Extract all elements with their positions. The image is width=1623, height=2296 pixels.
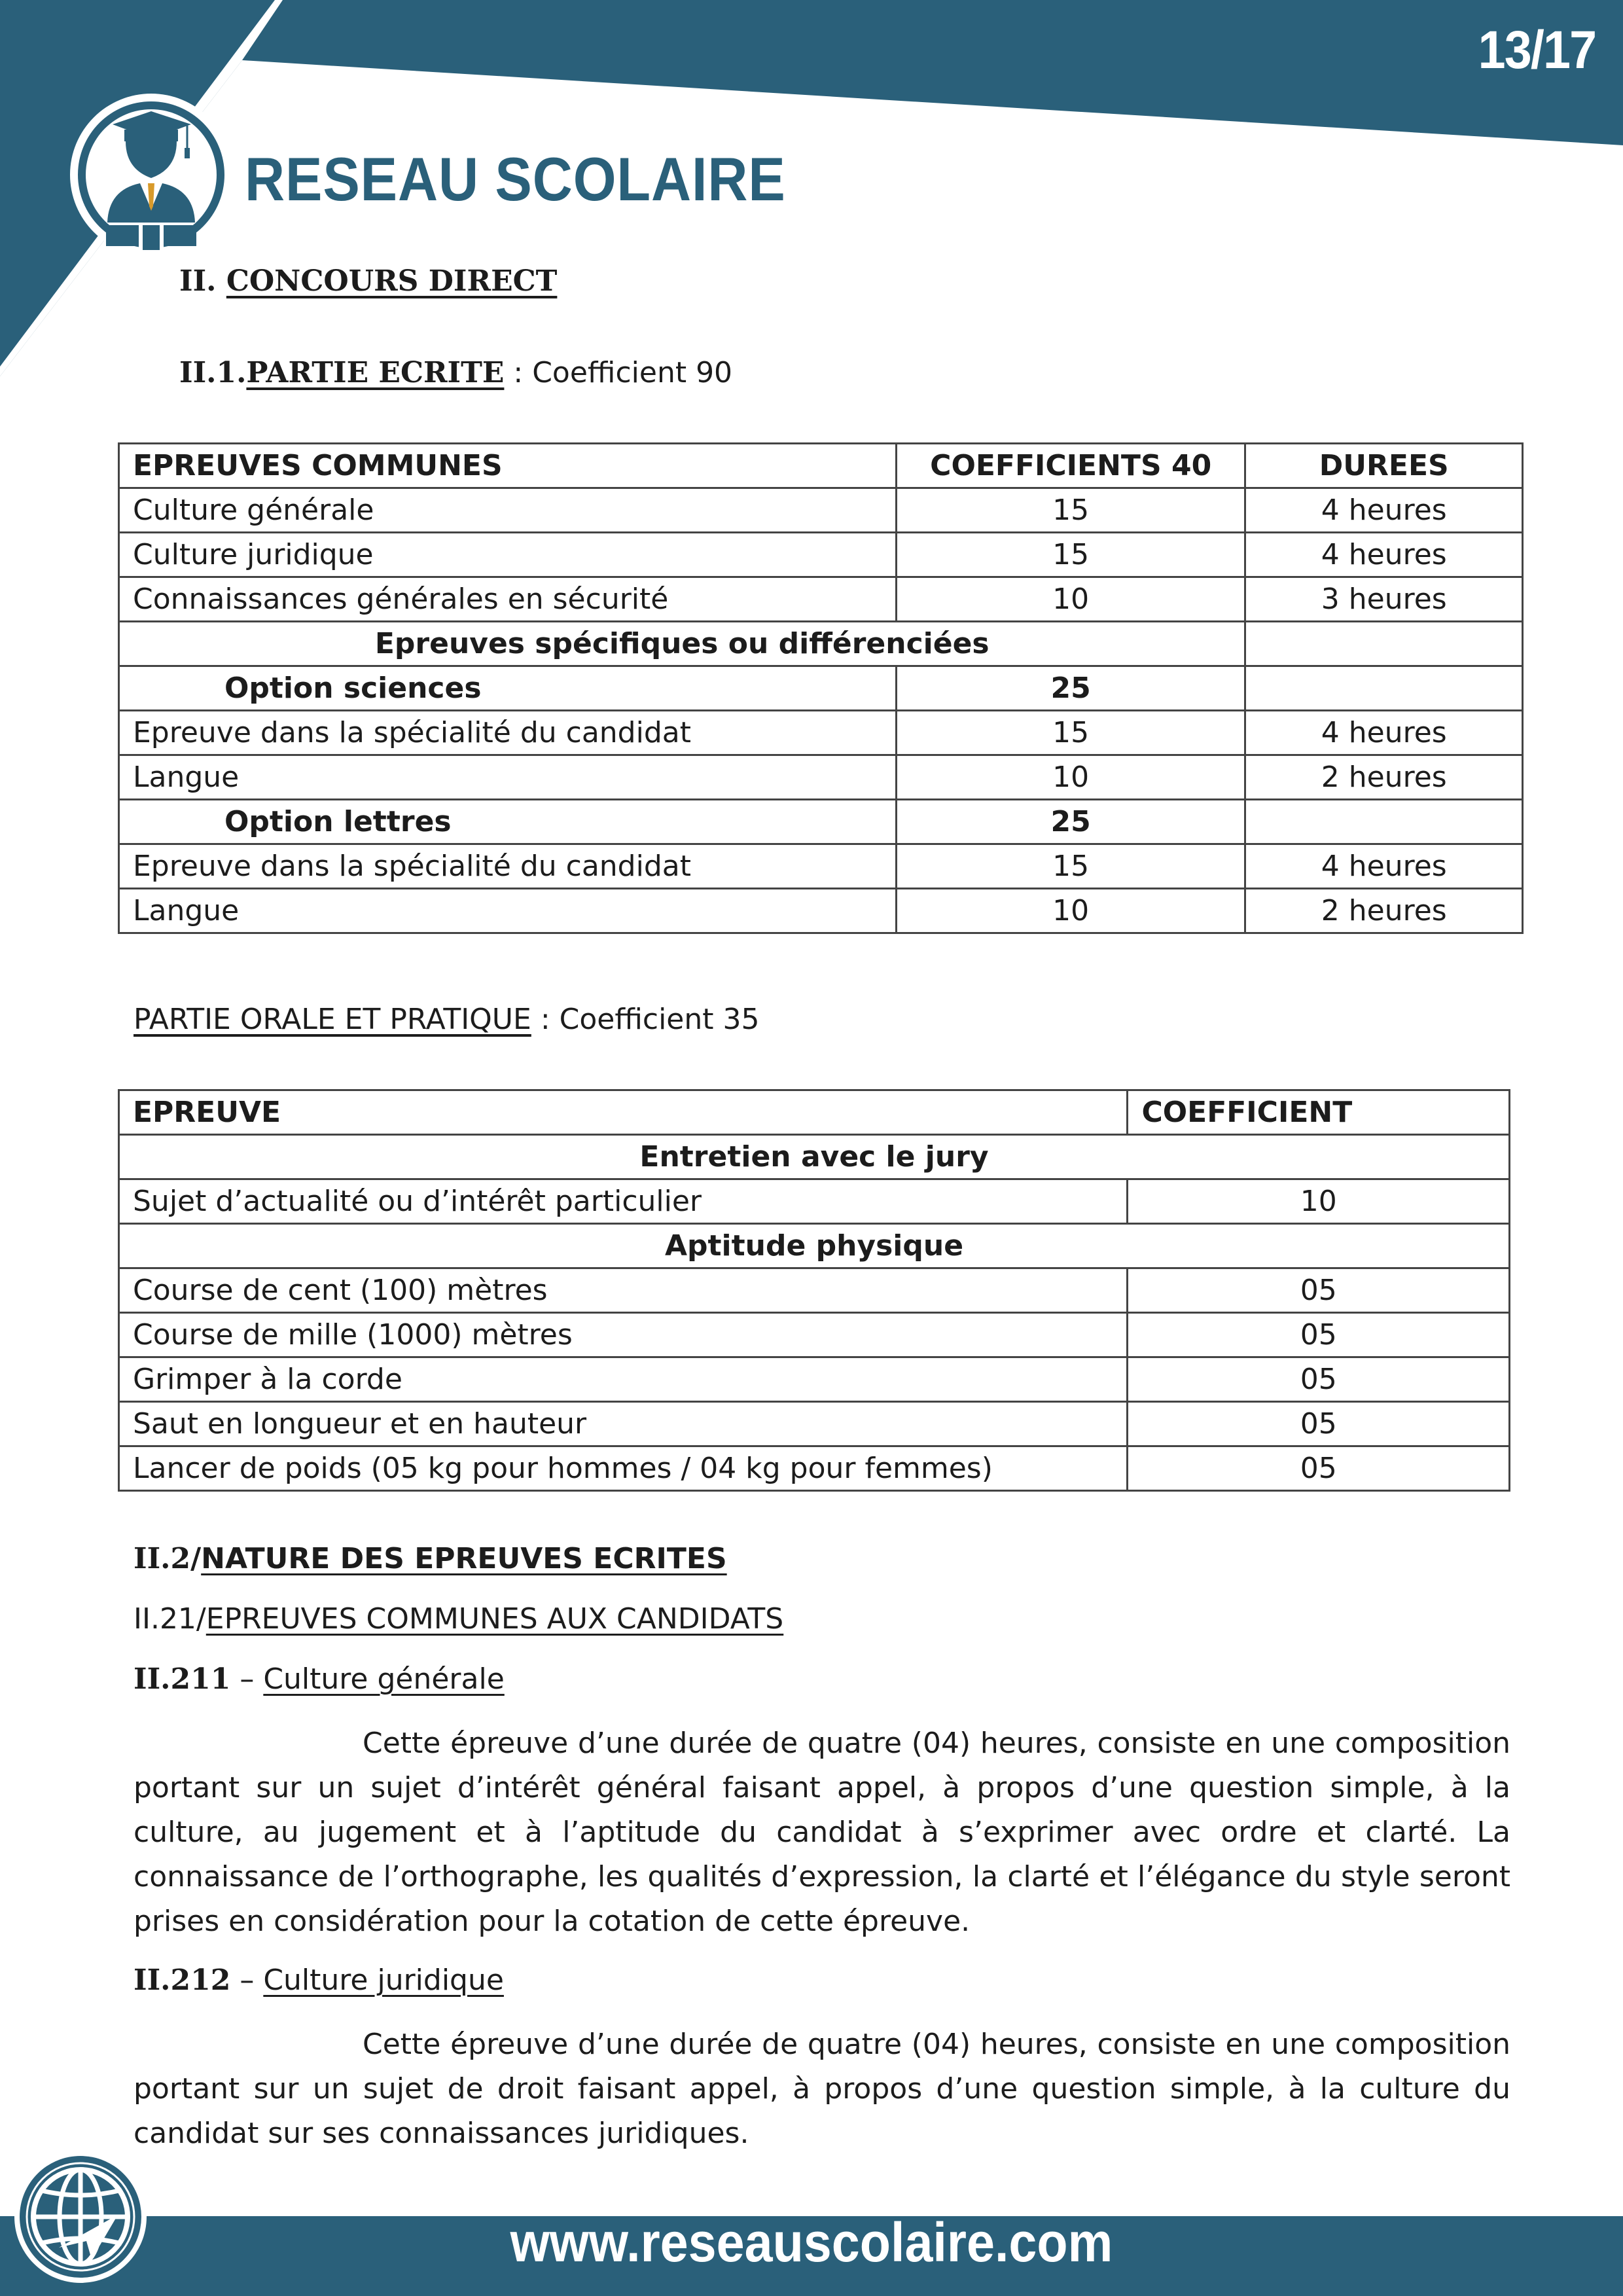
empty-cell [1245, 666, 1523, 711]
graduate-icon [68, 92, 234, 258]
row-coef: 15 [896, 844, 1245, 889]
table-row [119, 889, 1523, 933]
row-coef: 05 [1128, 1402, 1510, 1446]
row-label: Sujet d’actualité ou d’intérêt particulier [119, 1179, 1128, 1224]
table-header-row [119, 444, 1523, 488]
section-heading [179, 264, 557, 298]
row-coef: 10 [896, 577, 1245, 622]
table-row [119, 755, 1523, 800]
row-duree: 4 heures [1245, 533, 1523, 577]
row-label: Lancer de poids (05 kg pour hommes / 04 kg pour femmes) [119, 1446, 1128, 1491]
brand-title: RESEAU SCOLAIRE [245, 145, 786, 213]
row-coef: 05 [1128, 1446, 1510, 1491]
item-dash: – [230, 1662, 264, 1696]
row-label: Course de cent (100) mètres [119, 1268, 1128, 1313]
option-coef: 25 [896, 666, 1245, 711]
group-heading-row [119, 1224, 1510, 1268]
header-coefficients: COEFFICIENTS 40 [896, 444, 1245, 488]
row-label: Connaissances générales en sécurité [119, 577, 897, 622]
empty-cell [1245, 800, 1523, 844]
row-duree: 2 heures [1245, 889, 1523, 933]
footer-url[interactable]: www.reseauscolaire.com [510, 2212, 1113, 2273]
nature-number: II.2/ [134, 1542, 202, 1575]
oral-title: PARTIE ORALE ET PRATIQUE [134, 1003, 531, 1036]
item-title: Culture juridique [263, 1964, 504, 1997]
row-duree: 4 heures [1245, 488, 1523, 533]
written-heading [179, 356, 732, 389]
option-label: Option sciences [119, 666, 897, 711]
row-coef: 05 [1128, 1313, 1510, 1357]
table-row [119, 1446, 1510, 1491]
group-heading: Aptitude physique [119, 1224, 1510, 1268]
specific-heading: Epreuves spécifiques ou différenciées [119, 622, 1245, 666]
row-label: Epreuve dans la spécialité du candidat [119, 844, 897, 889]
row-label: Epreuve dans la spécialité du candidat [119, 711, 897, 755]
table-row [119, 1268, 1510, 1313]
row-duree: 2 heures [1245, 755, 1523, 800]
nature-heading [134, 1542, 727, 1575]
common-title: EPREUVES COMMUNES AUX CANDIDATS [205, 1602, 784, 1636]
header-epreuve: EPREUVE [119, 1090, 1128, 1135]
row-coef: 15 [896, 533, 1245, 577]
empty-cell [1245, 622, 1523, 666]
item-title: Culture générale [263, 1662, 505, 1696]
row-label: Langue [119, 889, 897, 933]
item-dash: – [230, 1964, 264, 1997]
row-duree: 3 heures [1245, 577, 1523, 622]
group-heading: Entretien avec le jury [119, 1135, 1510, 1179]
written-coefficient: : Coefficient 90 [504, 356, 733, 389]
option-coef: 25 [896, 800, 1245, 844]
group-heading-row [119, 1135, 1510, 1179]
section-title: CONCOURS DIRECT [226, 264, 558, 298]
item-paragraph: Cette épreuve d’une durée de quatre (04) heures, consiste en une composition portant sur un sujet de droit faisant appel, à propos d’une question simple, à la culture du candidat sur ses connaissances juridiques. [134, 2028, 1510, 2150]
row-label: Saut en longueur et en hauteur [119, 1402, 1128, 1446]
table-row [119, 1313, 1510, 1357]
row-coef: 10 [896, 889, 1245, 933]
row-label: Culture juridique [119, 533, 897, 577]
common-number: II.21/ [134, 1602, 206, 1636]
nature-title: NATURE DES EPREUVES ECRITES [201, 1542, 727, 1575]
oral-exam-table [118, 1089, 1510, 1492]
oral-coefficient: : Coefficient 35 [531, 1003, 760, 1036]
item-paragraph: Cette épreuve d’une durée de quatre (04) heures, consiste en une composition portant sur un sujet d’intérêt général faisant appel, à propos d’une question simple, à la culture, au jugement et à l’aptitude du candidat à s’exprimer avec ordre et clarté. La connaissance de l’orthographe, les qualités d’expression, la clarté et l’élégance du style seront prises en considération pour la cotation de cette épreuve. [134, 1727, 1510, 1938]
oral-heading [134, 1003, 759, 1036]
row-coef: 10 [1128, 1179, 1510, 1224]
item-number: II.212 [134, 1964, 231, 1997]
table-row [119, 488, 1523, 533]
specific-heading-row [119, 622, 1523, 666]
header-epreuves: EPREUVES COMMUNES [119, 444, 897, 488]
table-row [119, 533, 1523, 577]
row-coef: 15 [896, 488, 1245, 533]
header-coefficient: COEFFICIENT [1128, 1090, 1510, 1135]
option-label: Option lettres [119, 800, 897, 844]
row-coef: 05 [1128, 1268, 1510, 1313]
table-row [119, 711, 1523, 755]
section-number: II. [179, 264, 217, 298]
table-row [119, 1357, 1510, 1402]
written-title: PARTIE ECRITE [246, 356, 505, 389]
option-row [119, 800, 1523, 844]
table-row [119, 1179, 1510, 1224]
row-label: Culture générale [119, 488, 897, 533]
written-number: II.1. [179, 356, 247, 389]
page-number: 13/17 [1478, 20, 1596, 80]
table-row [119, 844, 1523, 889]
table-row [119, 577, 1523, 622]
table-header-row [119, 1090, 1510, 1135]
row-label: Grimper à la corde [119, 1357, 1128, 1402]
row-duree: 4 heures [1245, 711, 1523, 755]
header-durees: DUREES [1245, 444, 1523, 488]
common-heading [134, 1602, 783, 1636]
item-number: II.211 [134, 1662, 231, 1696]
option-row [119, 666, 1523, 711]
row-coef: 05 [1128, 1357, 1510, 1402]
row-label: Langue [119, 755, 897, 800]
written-exam-table [118, 442, 1524, 934]
row-coef: 10 [896, 755, 1245, 800]
row-label: Course de mille (1000) mètres [119, 1313, 1128, 1357]
row-duree: 4 heures [1245, 844, 1523, 889]
item-heading [134, 1964, 504, 1997]
row-coef: 15 [896, 711, 1245, 755]
item-heading [134, 1662, 505, 1696]
table-row [119, 1402, 1510, 1446]
